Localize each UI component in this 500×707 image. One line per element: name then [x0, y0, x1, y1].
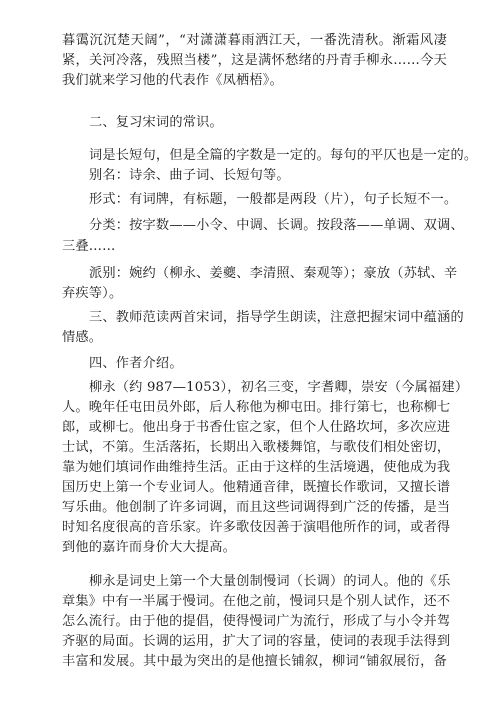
text-line: 分类：按字数——小令、中调、长调。按段落——单调、双调、: [89, 218, 464, 233]
section-heading: 四、作者介绍。: [89, 356, 183, 371]
text-line: 三叠……: [62, 239, 116, 254]
text-line: 时知名度很高的音乐家。许多歌伎因善于演唱他所作的词，或者得: [62, 520, 451, 535]
section-heading: 三、教师范读两首宋词，指导学生朗读，注意把握宋词中蕴涵的: [89, 310, 464, 325]
text-line: 齐驱的局面。长调的运用，扩大了词的容量，使词的表现手法得到: [62, 634, 451, 649]
text-line: 怎么流行。由于他的提倡，使得慢词广为流行，形成了与小令并驾: [62, 614, 451, 629]
text-line: 紧，关河冷落，残照当楼”，这是满怀愁绪的丹青手柳永……今天: [62, 53, 447, 68]
text-line: 柳永是词史上第一个大量创制慢词（长调）的词人。他的《乐: [89, 574, 451, 589]
text-line: 章集》中有一半属于慢词。在他之前，慢词只是个别人试作，还不: [62, 594, 451, 609]
text-line: 我们就来学习他的代表作《凤栖梧》。: [62, 73, 283, 88]
text-line: 形式：有词牌，有标题，一般都是两段（片），句子长短不一。: [89, 192, 458, 207]
text-line: 国历史上第一个专业词人。他精通音律，既擅长作歌词，又擅长谱: [62, 480, 451, 495]
text-line: 士试，不第。生活落拓，长期出入歌楼舞馆，与歌伎们相处密切，: [62, 440, 451, 455]
text-line: 派别：婉约（柳永、姜夔、李清照、秦观等）；豪放（苏轼、辛: [89, 266, 458, 281]
section-heading: 二、复习宋词的常识。: [89, 115, 223, 130]
text-line: 写乐曲。他创制了许多词调，而且这些词调得到广泛的传播，是当: [62, 500, 451, 515]
text-line: 柳永（约 987—1053），初名三变，字耆卿，崇安（今属福建）: [89, 380, 469, 395]
text-line: 郎，或柳七。他出身于书香仕宦之家，但个人仕路坎坷，多次应进: [62, 420, 451, 435]
text-line: 情感。: [62, 330, 103, 345]
text-line: 词是长短句，但是全篇的字数是一定的。每句的平仄也是一定的。: [89, 148, 478, 163]
text-line: 靠为她们填词作曲维持生活。正由于这样的生活境遇，使他成为我: [62, 460, 451, 475]
text-line: 暮霭沉沉楚天阔”，“对潇潇暮雨洒江天，一番洗清秋。渐霜风凄: [62, 33, 447, 48]
text-line: 丰富和发展。其中最为突出的是他擅长铺叙，柳词“铺叙展衍，备: [62, 654, 447, 669]
text-line: 人。晚年任屯田员外郎，后人称他为柳屯田。排行第七，也称柳七: [62, 400, 451, 415]
text-line: 到他的嘉许而身价大大提高。: [62, 540, 237, 555]
text-line: 弃疾等）。: [62, 286, 123, 301]
text-line: 别名：诗余、曲子词、长短句等。: [89, 168, 290, 183]
